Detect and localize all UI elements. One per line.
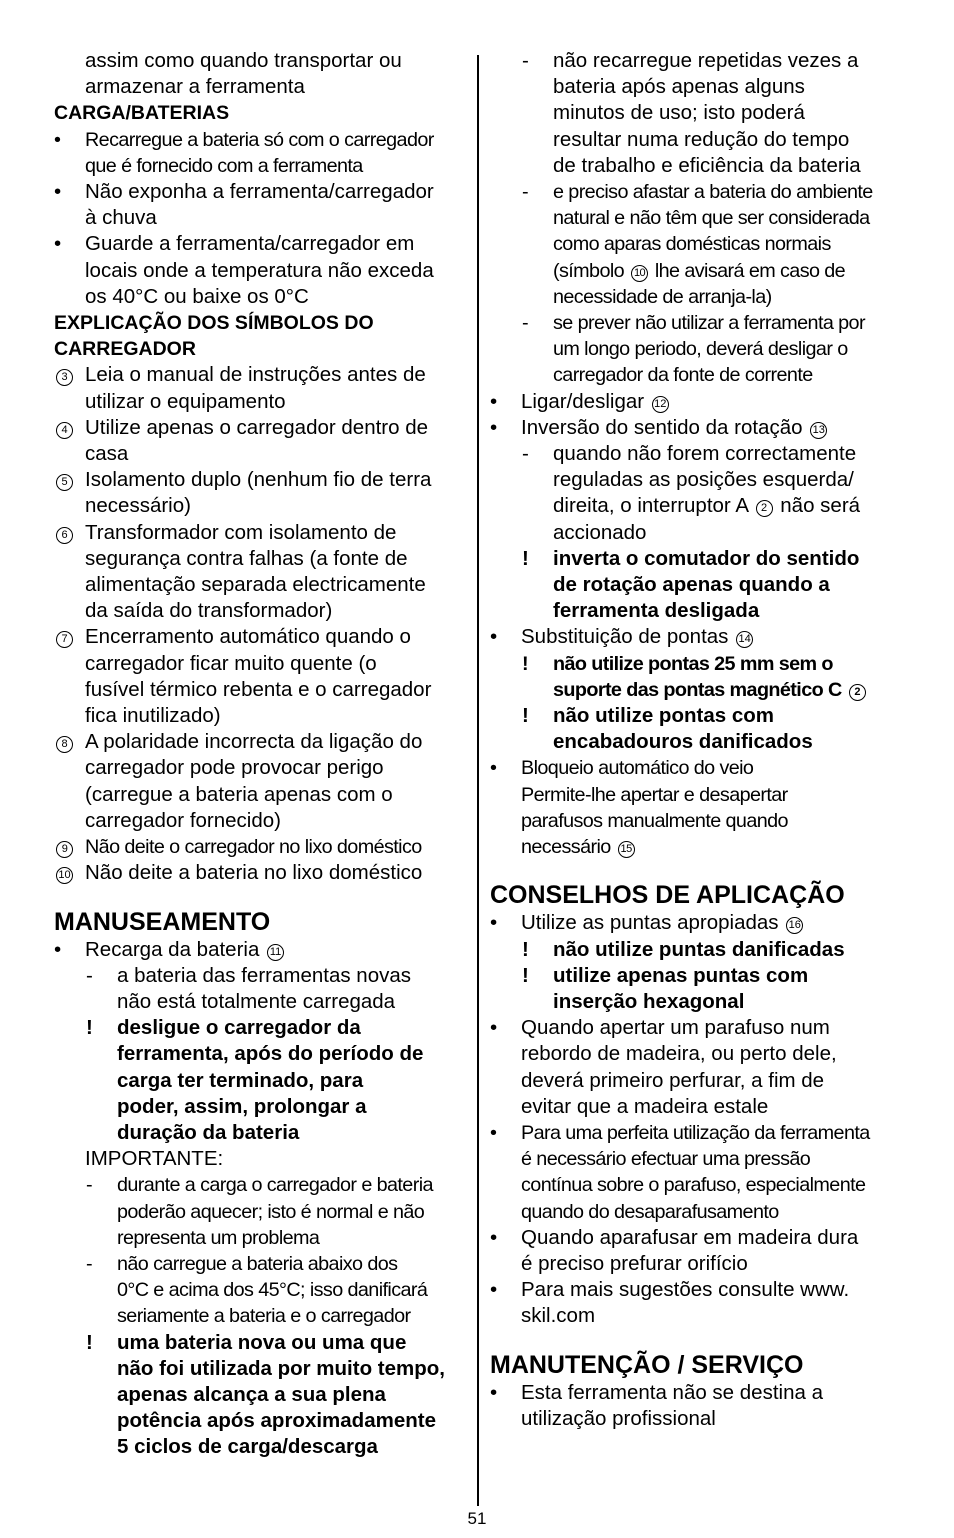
- line-text: minutos de uso; isto poderá: [553, 101, 805, 125]
- line-text: resultar numa redução do tempo: [553, 127, 850, 151]
- text-line: [54, 1041, 472, 1067]
- symbol-number-icon: 10: [631, 265, 648, 282]
- line-text: 5 ciclos de carga/descarga: [117, 1435, 378, 1459]
- dash-mark: -: [522, 49, 529, 72]
- line-text: CONSELHOS DE APLICAÇÃO: [490, 881, 845, 910]
- text-line: [54, 703, 472, 729]
- line-text: a bateria das ferramentas novas: [117, 963, 411, 987]
- line-text: utilização profissional: [521, 1406, 716, 1430]
- text-line: [490, 1277, 910, 1303]
- line-text: ferramenta, após do período de: [117, 1042, 424, 1066]
- text-line: [54, 1277, 472, 1303]
- text-line: [490, 598, 910, 624]
- text-line: [490, 1120, 910, 1146]
- text-line: [54, 572, 472, 598]
- line-text: carregador pode provocar perigo: [85, 756, 384, 780]
- line-text: locais onde a temperatura não exceda: [85, 258, 434, 282]
- symbol-number-icon: 12: [652, 396, 669, 413]
- subsection-heading: [54, 310, 472, 336]
- warning-mark: !: [86, 1016, 93, 1040]
- text-line: [54, 860, 472, 886]
- line-text: e preciso afastar a bateria do ambiente: [553, 181, 873, 204]
- text-line: [54, 808, 472, 834]
- line-text: quando não forem correctamente: [553, 442, 857, 466]
- text-line: [490, 1146, 910, 1172]
- dash-mark: -: [522, 181, 528, 204]
- text-line: [490, 624, 910, 650]
- text-line: [54, 1068, 472, 1094]
- line-text: não será: [774, 494, 861, 518]
- line-text: inserção hexagonal: [553, 989, 745, 1013]
- text-line: [490, 963, 910, 989]
- text-line: [490, 1303, 910, 1329]
- line-text: assim como quando transportar ou: [85, 49, 402, 72]
- text-line: [54, 1120, 472, 1146]
- line-text: IMPORTANTE:: [85, 1147, 224, 1171]
- text-line: [490, 310, 910, 336]
- text-line: [490, 284, 910, 310]
- symbol-number-icon: 9: [56, 841, 73, 858]
- dash-mark: -: [522, 442, 529, 466]
- text-line: [54, 362, 472, 388]
- line-text: parafusos manualmente quando: [521, 809, 788, 832]
- text-line: [490, 1094, 910, 1120]
- text-line: [54, 989, 472, 1015]
- line-text: Utilize apenas o carregador dentro de: [85, 415, 429, 439]
- text-line: [54, 677, 472, 703]
- bullet-icon: •: [490, 1225, 498, 1249]
- text-line: [54, 624, 472, 650]
- symbol-number-icon: 15: [618, 841, 635, 858]
- line-text: Substituição de pontas: [521, 625, 729, 649]
- line-text: Não deite o carregador no lixo doméstico: [85, 836, 422, 859]
- bullet-icon: •: [490, 911, 498, 935]
- symbol-number-icon: 13: [810, 422, 827, 439]
- text-line: [54, 1015, 472, 1041]
- line-text: como aparas domésticas normais: [553, 233, 831, 256]
- line-text: accionado: [553, 520, 647, 544]
- text-line: [54, 1146, 472, 1172]
- line-text: não está totalmente carregada: [117, 989, 396, 1013]
- text-line: [54, 231, 472, 257]
- text-line: [490, 467, 910, 493]
- right-column: [490, 48, 910, 1432]
- line-text: Não deite a bateria no lixo doméstico: [85, 861, 423, 885]
- line-text: durante a carga o carregador e bateria: [117, 1174, 433, 1197]
- text-line: [490, 546, 910, 572]
- line-text: uma bateria nova ou uma que: [117, 1330, 407, 1354]
- line-text: 0°C e acima dos 45°C; isso danificará: [117, 1279, 428, 1302]
- text-line: [54, 937, 472, 963]
- line-text: necessário: [521, 836, 611, 859]
- text-line: [490, 1406, 910, 1432]
- line-text: evitar que a madeira estale: [521, 1094, 769, 1118]
- line-text: Ligar/desligar: [521, 389, 645, 413]
- line-text: rebordo de madeira, ou perto dele,: [521, 1042, 837, 1066]
- text-line: [54, 546, 472, 572]
- line-text: MANUSEAMENTO: [54, 907, 271, 936]
- line-text: poder, assim, prolongar a: [117, 1094, 367, 1118]
- symbol-number-icon: 5: [56, 474, 73, 491]
- text-line: [490, 205, 910, 231]
- line-text: poderão aquecer; isto é normal e não: [117, 1200, 425, 1223]
- text-line: [490, 362, 910, 388]
- text-line: [54, 179, 472, 205]
- text-line: [490, 415, 910, 441]
- line-text: deverá primeiro perfurar, a fim de: [521, 1068, 825, 1092]
- line-text: não utilize pontas com: [553, 704, 774, 728]
- text-line: [54, 1330, 472, 1356]
- text-line: [490, 1068, 910, 1094]
- bullet-icon: •: [54, 232, 62, 256]
- text-line: [490, 808, 910, 834]
- line-text: natural e não têm que ser considerada: [553, 207, 870, 230]
- line-text: Transformador com isolamento de: [85, 520, 397, 544]
- line-text: MANUTENÇÃO / SERVIÇO: [490, 1350, 804, 1379]
- text-line: [490, 153, 910, 179]
- section-heading: [490, 1350, 910, 1380]
- line-text: não foi utilizada por muito tempo,: [117, 1356, 445, 1380]
- line-text: Utilize as puntas apropiadas: [521, 911, 779, 935]
- text-line: [490, 74, 910, 100]
- text-line: [490, 1251, 910, 1277]
- text-line: [54, 1094, 472, 1120]
- bullet-icon: •: [490, 1016, 498, 1040]
- text-line: [54, 651, 472, 677]
- line-text: utilize apenas puntas com: [553, 963, 809, 987]
- bullet-icon: •: [490, 1380, 498, 1404]
- line-text: necessário): [85, 494, 191, 518]
- line-text: fica inutilizado): [85, 704, 221, 728]
- text-line: [490, 782, 910, 808]
- warning-mark: !: [522, 704, 529, 728]
- text-line: [490, 48, 910, 74]
- text-line: [54, 1199, 472, 1225]
- text-line: [490, 1380, 910, 1406]
- text-line: [490, 493, 910, 519]
- symbol-number-icon: 11: [267, 944, 284, 961]
- text-line: [54, 153, 472, 179]
- line-text: de trabalho e eficiência da bateria: [553, 153, 861, 177]
- line-text: CARREGADOR: [54, 338, 196, 361]
- line-text: carregador fornecido): [85, 808, 281, 832]
- text-line: [490, 127, 910, 153]
- line-text: alimentação separada electricamente: [85, 573, 426, 597]
- bullet-icon: •: [490, 1278, 498, 1302]
- line-text: apenas alcança a sua plena: [117, 1382, 386, 1406]
- symbol-number-icon: 7: [56, 631, 73, 648]
- text-line: [490, 677, 910, 703]
- spacer: [54, 887, 472, 907]
- text-line: [54, 1303, 472, 1329]
- line-text: não recarregue repetidas vezes a: [553, 49, 859, 72]
- bullet-icon: •: [490, 625, 498, 649]
- line-text: armazenar a ferramenta: [85, 75, 305, 99]
- dash-mark: -: [86, 1174, 92, 1197]
- text-line: [54, 493, 472, 519]
- text-line: [54, 729, 472, 755]
- bullet-icon: •: [490, 389, 498, 413]
- line-text: utilizar o equipamento: [85, 389, 286, 413]
- bullet-icon: •: [54, 128, 61, 151]
- warning-mark: !: [522, 652, 528, 675]
- text-line: [54, 127, 472, 153]
- line-text: Para mais sugestões consulte www.: [521, 1278, 850, 1302]
- line-text: (símbolo: [553, 259, 625, 282]
- text-line: [490, 834, 910, 860]
- text-line: [490, 910, 910, 936]
- symbol-number-icon: 10: [56, 867, 73, 884]
- line-text: Guarde a ferramenta/carregador em: [85, 232, 415, 256]
- symbol-number-icon: 8: [56, 736, 73, 753]
- line-text: não carregue a bateria abaixo dos: [117, 1252, 398, 1275]
- symbol-number-icon: 4: [56, 422, 73, 439]
- text-line: [54, 48, 472, 74]
- bullet-icon: •: [54, 180, 62, 204]
- text-line: [490, 441, 910, 467]
- bullet-icon: •: [490, 415, 498, 439]
- line-text: os 40°C ou baixe os 0°C: [85, 284, 309, 308]
- text-line: [490, 703, 910, 729]
- column-divider: [477, 55, 479, 1506]
- line-text: CARGA/BATERIAS: [54, 102, 230, 125]
- line-text: carga ter terminado, para: [117, 1068, 364, 1092]
- line-text: Inversão do sentido da rotação: [521, 415, 803, 439]
- line-text: carregador da fonte de corrente: [553, 364, 813, 387]
- line-text: reguladas as posições esquerda/: [553, 468, 854, 492]
- text-line: [490, 729, 910, 755]
- line-text: seriamente a bateria e o carregador: [117, 1305, 411, 1328]
- line-text: inverta o comutador do sentido: [553, 546, 860, 570]
- dash-mark: -: [522, 312, 528, 335]
- subsection-heading: [54, 100, 472, 126]
- section-heading: [54, 907, 472, 937]
- text-line: [54, 520, 472, 546]
- line-text: A polaridade incorrecta da ligação do: [85, 730, 423, 754]
- text-line: [54, 963, 472, 989]
- text-line: [490, 937, 910, 963]
- text-line: [54, 284, 472, 310]
- text-line: [490, 572, 910, 598]
- line-text: que é fornecido com a ferramenta: [85, 154, 363, 177]
- text-line: [490, 520, 910, 546]
- text-line: [54, 74, 472, 100]
- text-line: [54, 834, 472, 860]
- text-line: [54, 415, 472, 441]
- symbol-number-icon: 16: [786, 917, 803, 934]
- line-text: bateria após apenas alguns: [553, 75, 805, 99]
- text-line: [54, 1225, 472, 1251]
- text-line: [54, 598, 472, 624]
- line-text: da saída do transformador): [85, 599, 333, 623]
- text-line: [490, 1199, 910, 1225]
- line-text: potência após aproximadamente: [117, 1409, 436, 1433]
- text-line: [54, 755, 472, 781]
- line-text: Quando aparafusar em madeira dura: [521, 1225, 859, 1249]
- line-text: um longo periodo, deverá desligar o: [553, 338, 848, 361]
- line-text: quando do desaparafusamento: [521, 1200, 779, 1223]
- line-text: se prever não utilizar a ferramenta por: [553, 312, 865, 335]
- warning-mark: !: [86, 1330, 93, 1354]
- warning-mark: !: [522, 546, 529, 570]
- line-text: à chuva: [85, 206, 157, 230]
- text-line: [490, 1041, 910, 1067]
- text-line: [54, 782, 472, 808]
- line-text: Permite-lhe apertar e desapertar: [521, 783, 788, 806]
- line-text: encabadouros danificados: [553, 730, 813, 754]
- text-line: [54, 205, 472, 231]
- dash-mark: -: [86, 1252, 92, 1275]
- line-text: Quando apertar um parafuso num: [521, 1016, 830, 1040]
- spacer: [490, 1330, 910, 1350]
- line-text: Recarregue a bateria só com o carregador: [85, 128, 434, 151]
- line-text: EXPLICAÇÃO DOS SÍMBOLOS DO: [54, 312, 374, 335]
- line-text: suporte das pontas magnético C: [553, 678, 842, 701]
- text-line: [490, 336, 910, 362]
- line-text: contínua sobre o parafuso, especialmente: [521, 1174, 866, 1197]
- text-line: [490, 231, 910, 257]
- text-line: [54, 1356, 472, 1382]
- line-text: direita, o interruptor A: [553, 494, 748, 518]
- warning-mark: !: [522, 937, 529, 961]
- text-line: [54, 441, 472, 467]
- symbol-number-icon: 14: [736, 631, 753, 648]
- line-text: carregador ficar muito quente (o: [85, 651, 377, 675]
- line-text: Bloqueio automático do veio: [521, 757, 754, 780]
- line-text: lhe avisará em caso de: [649, 259, 846, 282]
- text-line: [54, 1172, 472, 1198]
- line-text: não utilize pontas 25 mm sem o: [553, 652, 833, 675]
- line-text: Não exponha a ferramenta/carregador: [85, 180, 434, 204]
- section-heading: [490, 880, 910, 910]
- text-line: [54, 389, 472, 415]
- line-text: de rotação apenas quando a: [553, 573, 830, 597]
- line-text: duração da bateria: [117, 1120, 300, 1144]
- line-text: fusível térmico rebenta e o carregador: [85, 677, 432, 701]
- line-text: necessidade de arranja-la): [553, 285, 772, 308]
- text-line: [490, 258, 910, 284]
- spacer: [490, 860, 910, 880]
- subsection-heading: [54, 336, 472, 362]
- line-text: skil.com: [521, 1304, 596, 1328]
- symbol-number-icon: 3: [56, 369, 73, 386]
- text-line: [490, 1015, 910, 1041]
- line-text: Recarga da bateria: [85, 937, 260, 961]
- line-text: não utilize puntas danificadas: [553, 937, 845, 961]
- text-line: [54, 467, 472, 493]
- text-line: [490, 651, 910, 677]
- text-line: [54, 1434, 472, 1460]
- line-text: ferramenta desligada: [553, 599, 760, 623]
- text-line: [490, 1172, 910, 1198]
- line-text: Esta ferramenta não se destina a: [521, 1380, 823, 1404]
- symbol-number-icon: 2: [756, 500, 773, 517]
- page-number: 51: [467, 1509, 487, 1528]
- text-line: [54, 1251, 472, 1277]
- symbol-number-icon: 2: [849, 684, 866, 701]
- bullet-icon: •: [54, 937, 62, 961]
- line-text: desligue o carregador da: [117, 1016, 361, 1040]
- bullet-icon: •: [490, 1121, 497, 1144]
- symbol-number-icon: 6: [56, 527, 73, 544]
- line-text: (carregue a bateria apenas com o: [85, 782, 393, 806]
- line-text: Encerramento automático quando o: [85, 625, 411, 649]
- text-line: [54, 1382, 472, 1408]
- text-line: [54, 1408, 472, 1434]
- line-text: Leia o manual de instruções antes de: [85, 363, 426, 387]
- bullet-icon: •: [490, 757, 497, 780]
- left-column: [54, 48, 472, 1461]
- text-line: [490, 100, 910, 126]
- line-text: casa: [85, 442, 129, 466]
- warning-mark: !: [522, 963, 529, 987]
- line-text: é necessário efectuar uma pressão: [521, 1148, 811, 1171]
- dash-mark: -: [86, 963, 93, 987]
- line-text: representa um problema: [117, 1226, 320, 1249]
- text-line: [490, 755, 910, 781]
- text-line: [490, 1225, 910, 1251]
- line-text: Para uma perfeita utilização da ferramenta: [521, 1121, 870, 1144]
- text-line: [490, 179, 910, 205]
- text-line: [490, 989, 910, 1015]
- line-text: é preciso prefurar orifício: [521, 1251, 748, 1275]
- line-text: Isolamento duplo (nenhum fio de terra: [85, 468, 432, 492]
- text-line: [54, 258, 472, 284]
- line-text: segurança contra falhas (a fonte de: [85, 546, 408, 570]
- text-line: [490, 389, 910, 415]
